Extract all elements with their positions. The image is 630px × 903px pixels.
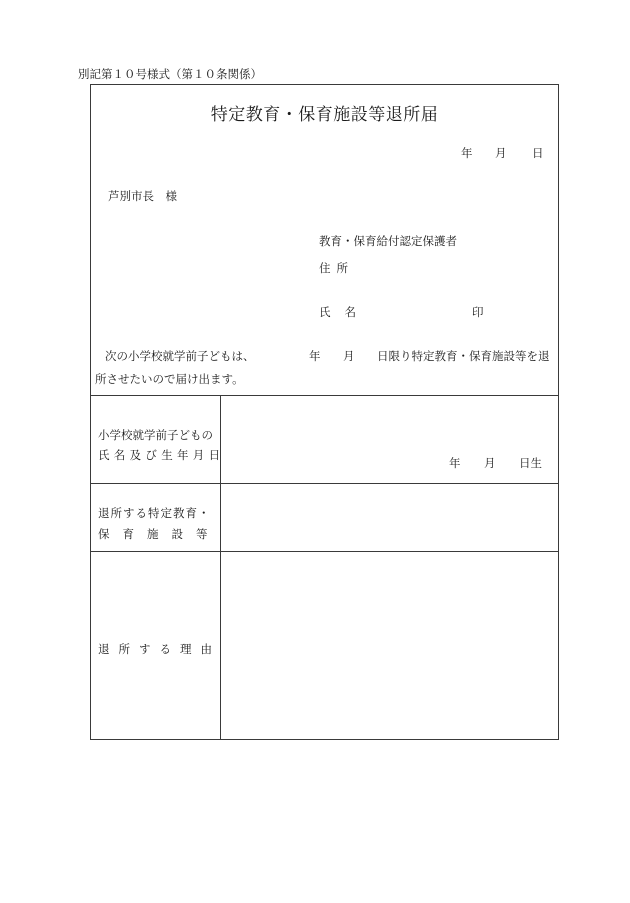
statement-part2: 日限り特定教育・保育施設等を退 xyxy=(377,349,550,363)
notification-form xyxy=(90,84,559,740)
guardian-name-label: 氏名 xyxy=(319,305,370,319)
table-top-divider xyxy=(91,395,558,396)
guardian-address-label: 住所 xyxy=(319,261,354,275)
child-label-line2: 氏名及び生年月日 xyxy=(98,448,225,462)
row-divider-1 xyxy=(91,483,558,484)
form-title: 特定教育・保育施設等退所届 xyxy=(210,105,439,125)
birth-day-label: 日生 xyxy=(519,456,542,470)
statement-part1: 次の小学校就学前子どもは、 xyxy=(105,349,255,363)
birth-month-label: 月 xyxy=(484,456,496,470)
guardian-role-label: 教育・保育給付認定保護者 xyxy=(319,234,457,248)
statement-part3: 所させたいので届け出ます。 xyxy=(95,372,244,386)
facility-label-line2: 保育施設等 xyxy=(98,527,221,541)
form-reference: 別記第１０号様式（第１０条関係） xyxy=(78,67,262,81)
row-divider-2 xyxy=(91,551,558,552)
child-label-line1: 小学校就学前子どもの xyxy=(98,428,213,442)
statement-month-label: 月 xyxy=(343,349,355,363)
addressee: 芦別市長 様 xyxy=(108,189,177,203)
date-year-label: 年 xyxy=(461,146,473,160)
statement-year-label: 年 xyxy=(309,349,321,363)
facility-label-line1: 退所する特定教育・ xyxy=(98,506,211,520)
date-month-label: 月 xyxy=(495,146,507,160)
seal-mark: 印 xyxy=(472,305,484,319)
reason-label: 退所する理由 xyxy=(98,642,221,656)
birth-year-label: 年 xyxy=(449,456,461,470)
date-day-label: 日 xyxy=(532,146,544,160)
